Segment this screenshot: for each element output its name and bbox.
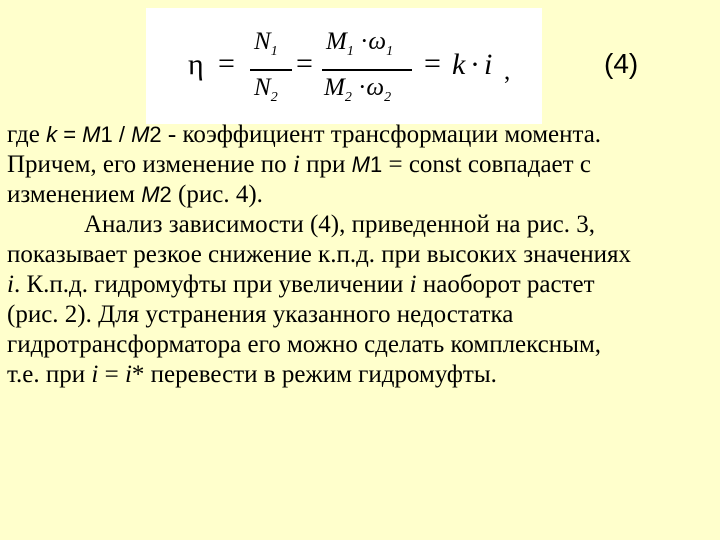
numerator-n1: $N_1$ [254, 28, 278, 59]
denominator-n2: $N_2$ [254, 74, 278, 105]
text-line: где k = M1 / M2 - коэффициент трансформации момента. [7, 121, 602, 148]
text-line: Анализ зависимости (4), приведенной на рис. 3, [84, 211, 595, 238]
fraction-bar-2 [322, 69, 412, 71]
formula-image [146, 8, 542, 124]
eta-symbol: η [188, 48, 204, 81]
text-line: изменением M2 (рис. 4). [7, 181, 263, 208]
numerator-m1-omega1: $M_1 \cdot\omega_1$ [326, 28, 394, 59]
text-line: (рис. 2). Для устранения указанного недостатка [7, 301, 514, 328]
equals-sign: = [424, 47, 441, 80]
equals-sign: = [296, 47, 313, 80]
k-symbol: k [452, 48, 466, 81]
denominator-m2-omega2: $M_2 \cdot\omega_2$ [324, 74, 392, 105]
comma: , [504, 58, 511, 85]
fraction-bar-1 [250, 69, 292, 71]
text-line: показывает резкое снижение к.п.д. при высоких значениях [7, 241, 632, 268]
equals-sign: = [218, 47, 235, 80]
text-line: гидротрансформатора его можно сделать комплексным, [7, 331, 602, 358]
text-line: Причем, его изменение по i при M1 = const совпадает с [7, 151, 591, 178]
body-text [7, 120, 719, 390]
multiply-dot: · [470, 48, 480, 81]
i-symbol: i [484, 48, 493, 81]
text-line: i. К.п.д. гидромуфты при увеличении i наоборот растет [7, 271, 595, 298]
text-line: т.е. при i = i* перевести в режим гидромуфты. [7, 361, 497, 388]
equation-number: (4) [604, 48, 639, 79]
